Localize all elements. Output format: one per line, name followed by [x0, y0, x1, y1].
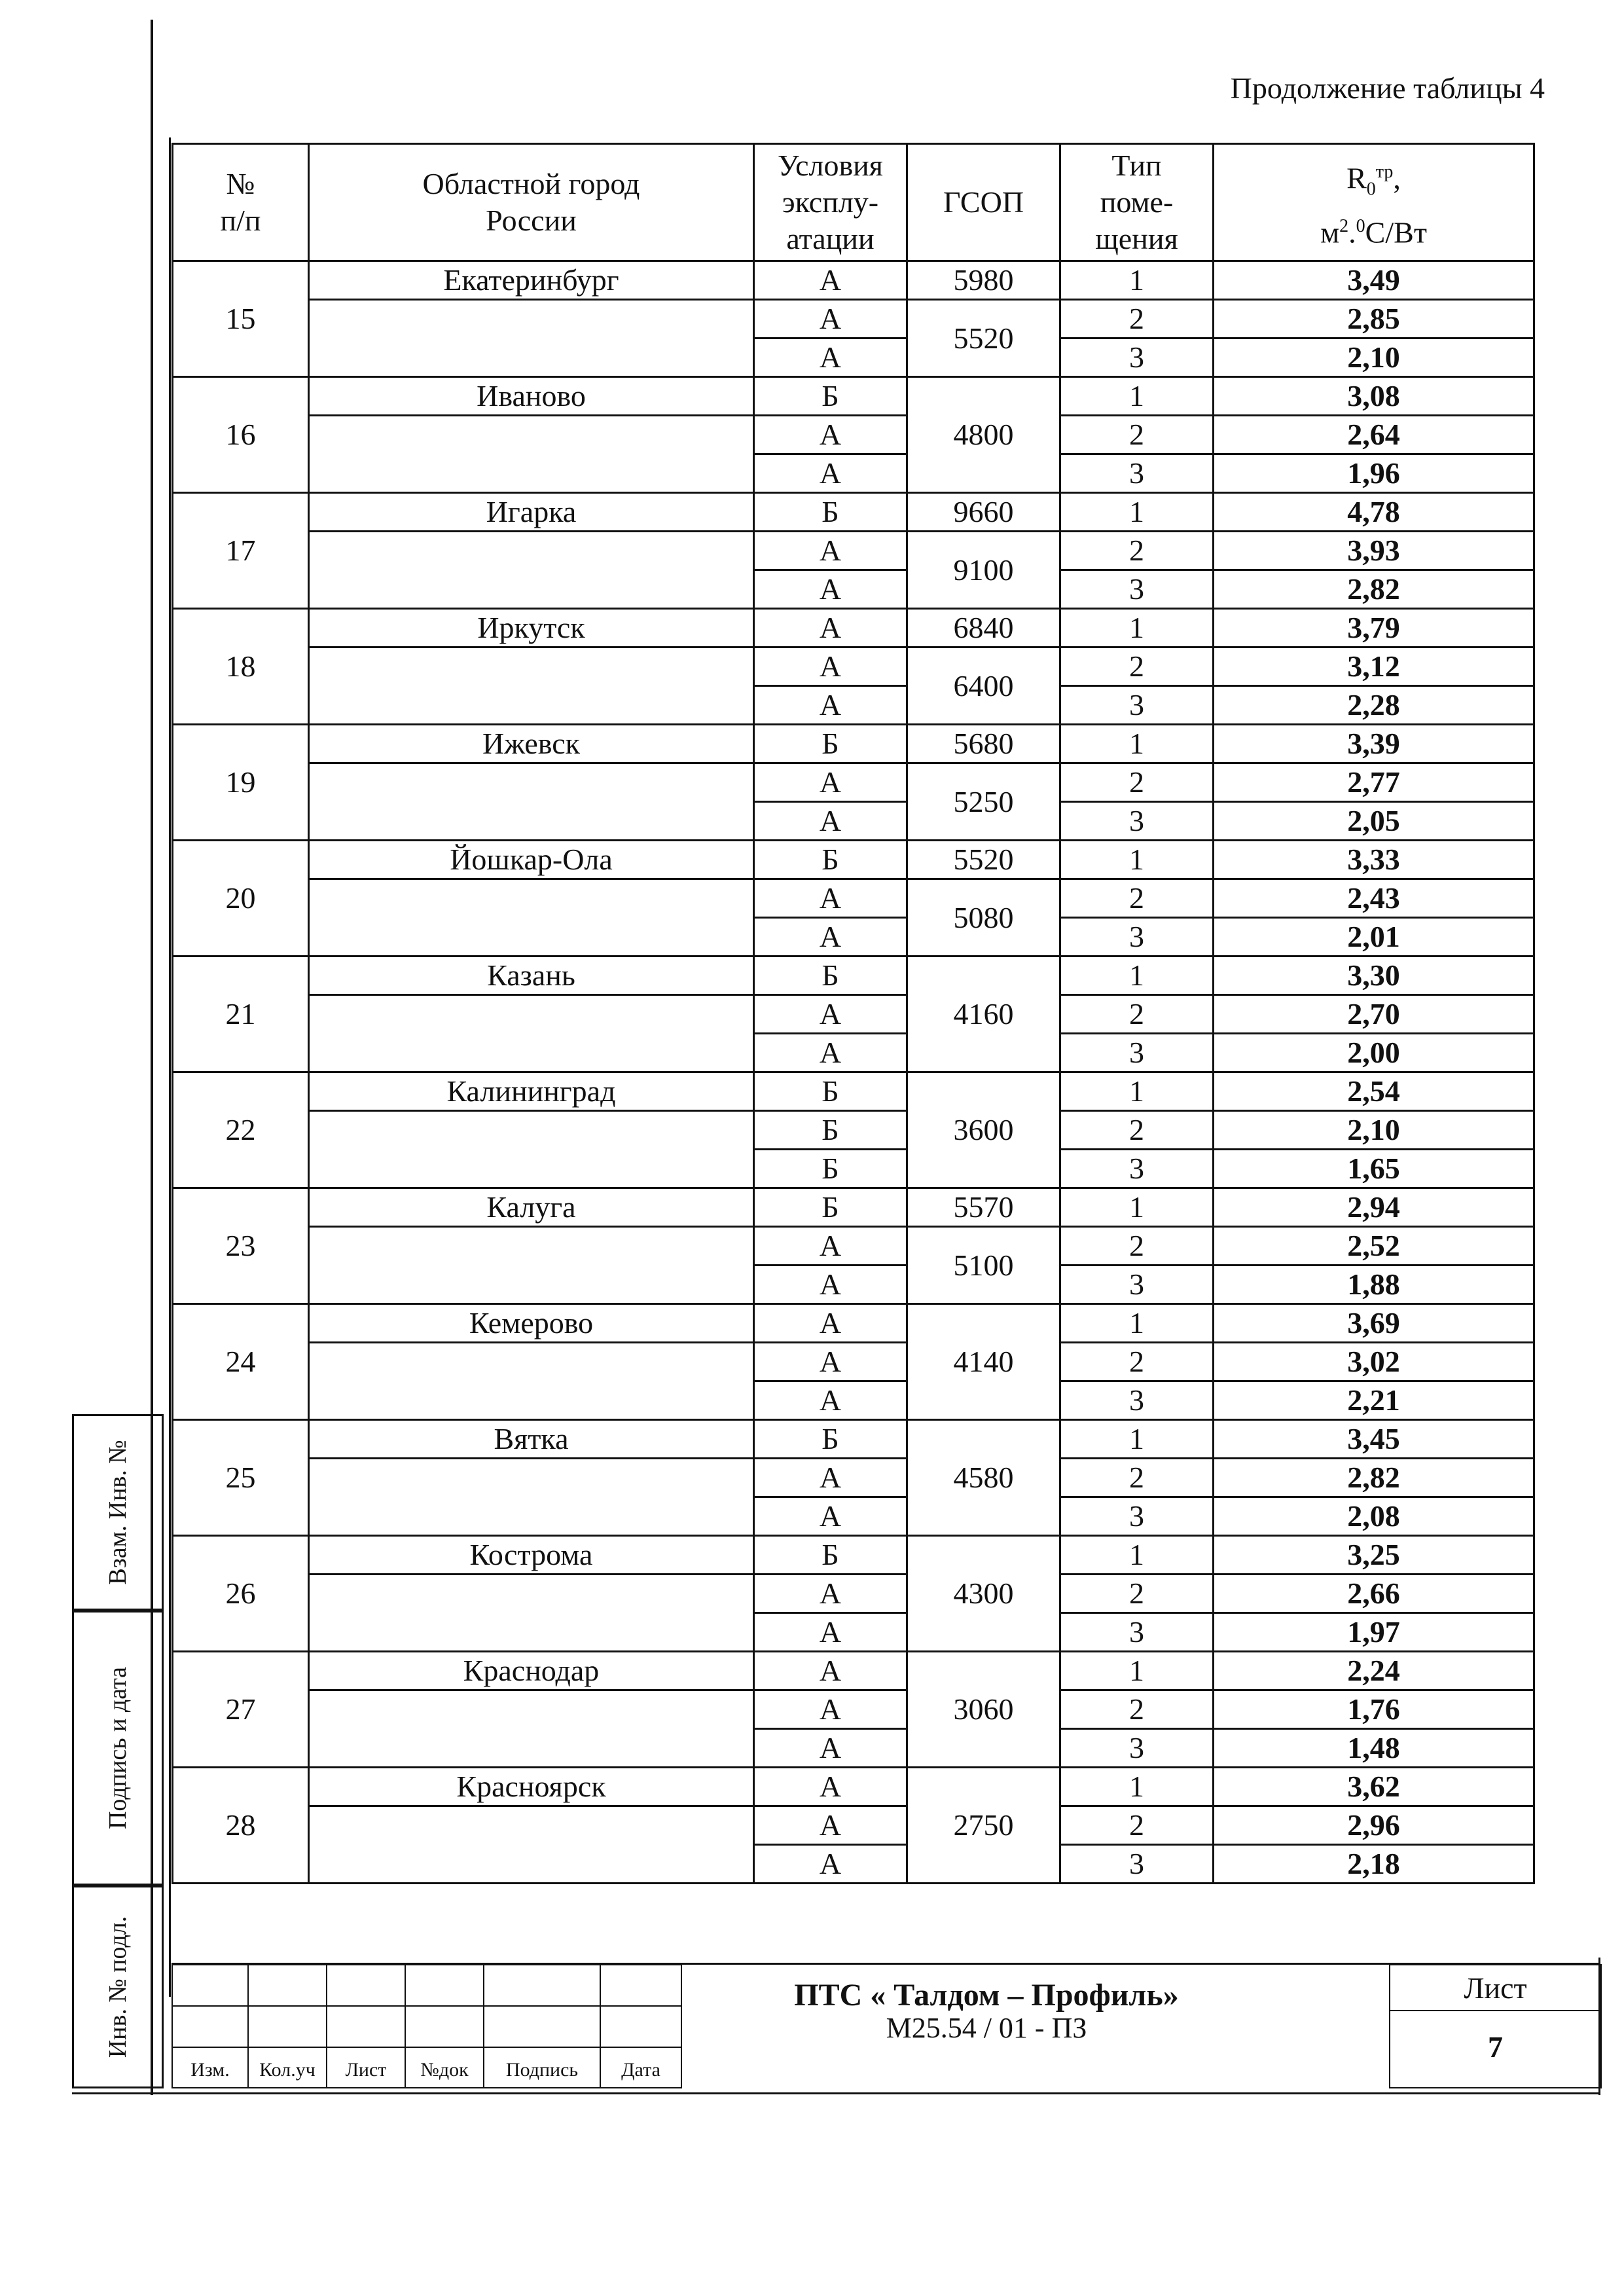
- conditions-cell: Б: [754, 1111, 907, 1150]
- city-blank: [309, 1227, 754, 1304]
- conditions-cell: Б: [754, 377, 907, 416]
- table-row: [173, 957, 1534, 995]
- city-blank: [309, 1575, 754, 1652]
- conditions-cell: Б: [754, 1150, 907, 1188]
- table-row: [173, 879, 1534, 918]
- gsop-cell: 5080: [907, 879, 1060, 957]
- table-row: [173, 377, 1534, 416]
- table-row: [173, 1420, 1534, 1459]
- r0-value-cell: 2,82: [1214, 570, 1534, 609]
- document-code: М25.54 / 01 - ПЗ: [886, 2012, 1087, 2044]
- room-type-cell: 3: [1060, 686, 1214, 725]
- r0-value-cell: 2,18: [1214, 1845, 1534, 1884]
- r0-value-cell: 2,08: [1214, 1497, 1534, 1536]
- title-block: [171, 1964, 1602, 2088]
- table-row: [173, 1690, 1534, 1729]
- row-number: 27: [173, 1652, 309, 1768]
- conditions-cell: А: [754, 1806, 907, 1845]
- r0-value-cell: 2,21: [1214, 1381, 1534, 1420]
- conditions-cell: А: [754, 802, 907, 841]
- conditions-cell: Б: [754, 1420, 907, 1459]
- conditions-cell: А: [754, 300, 907, 338]
- room-type-cell: 1: [1060, 1188, 1214, 1227]
- sheet-number: 7: [1488, 2030, 1503, 2064]
- conditions-cell: А: [754, 1690, 907, 1729]
- room-type-cell: 2: [1060, 1806, 1214, 1845]
- table-row: [173, 763, 1534, 802]
- r0-value-cell: 2,43: [1214, 879, 1534, 918]
- table-row: [173, 1304, 1534, 1343]
- r0-value-cell: 3,39: [1214, 725, 1534, 763]
- gsop-cell: 3600: [907, 1072, 1060, 1188]
- conditions-cell: А: [754, 995, 907, 1034]
- conditions-cell: А: [754, 609, 907, 647]
- col-kolych: Кол.уч: [259, 2059, 316, 2081]
- col-data: Дата: [621, 2059, 660, 2081]
- row-number: 15: [173, 261, 309, 377]
- table-row: [173, 1072, 1534, 1111]
- city-blank: [309, 879, 754, 957]
- room-type-cell: 2: [1060, 416, 1214, 454]
- conditions-cell: А: [754, 1729, 907, 1768]
- room-type-cell: 2: [1060, 532, 1214, 570]
- city-name: Иркутск: [309, 609, 754, 647]
- conditions-cell: А: [754, 454, 907, 493]
- gsop-cell: 5570: [907, 1188, 1060, 1227]
- conditions-cell: А: [754, 1613, 907, 1652]
- table-row: [173, 532, 1534, 570]
- row-number: 26: [173, 1536, 309, 1652]
- room-type-cell: 1: [1060, 1652, 1214, 1690]
- r0-value-cell: 2,01: [1214, 918, 1534, 957]
- room-type-cell: 3: [1060, 570, 1214, 609]
- conditions-cell: А: [754, 1575, 907, 1613]
- room-type-cell: 2: [1060, 1575, 1214, 1613]
- r0-value-cell: 4,78: [1214, 493, 1534, 532]
- conditions-cell: Б: [754, 841, 907, 879]
- gsop-cell: 6400: [907, 647, 1060, 725]
- room-type-cell: 1: [1060, 1304, 1214, 1343]
- row-number: 23: [173, 1188, 309, 1304]
- r0-value-cell: 1,76: [1214, 1690, 1534, 1729]
- room-type-cell: 2: [1060, 763, 1214, 802]
- col-ndok: №док: [420, 2059, 469, 2081]
- side-stamp: [72, 1414, 164, 2088]
- city-name: Екатеринбург: [309, 261, 754, 300]
- r0-value-cell: 1,65: [1214, 1150, 1534, 1188]
- row-number: 25: [173, 1420, 309, 1536]
- document-title: ПТС « Талдом – Профиль»: [794, 1978, 1179, 2013]
- city-name: Ижевск: [309, 725, 754, 763]
- city-name: Игарка: [309, 493, 754, 532]
- room-type-cell: 3: [1060, 1150, 1214, 1188]
- room-type-cell: 2: [1060, 1111, 1214, 1150]
- city-blank: [309, 1459, 754, 1536]
- room-type-cell: 2: [1060, 647, 1214, 686]
- side-stamp-vzam: Взам. Инв. №: [72, 1414, 164, 1611]
- table-row: [173, 1806, 1534, 1845]
- conditions-cell: Б: [754, 1188, 907, 1227]
- gsop-cell: 6840: [907, 609, 1060, 647]
- gsop-cell: 4800: [907, 377, 1060, 493]
- r0-value-cell: 2,05: [1214, 802, 1534, 841]
- room-type-cell: 3: [1060, 454, 1214, 493]
- row-number: 24: [173, 1304, 309, 1420]
- gsop-cell: 2750: [907, 1768, 1060, 1884]
- r0-value-cell: 3,33: [1214, 841, 1534, 879]
- r0-value-cell: 2,66: [1214, 1575, 1534, 1613]
- table-row: [173, 261, 1534, 300]
- header-gsop: ГСОП: [907, 144, 1060, 261]
- side-stamp-inv: Инв. № подл.: [72, 1886, 164, 2088]
- city-blank: [309, 763, 754, 841]
- sheet-label: Лист: [1464, 1971, 1527, 2005]
- table-row: [173, 1575, 1534, 1613]
- conditions-cell: Б: [754, 493, 907, 532]
- room-type-cell: 1: [1060, 957, 1214, 995]
- row-number: 16: [173, 377, 309, 493]
- room-type-cell: 1: [1060, 377, 1214, 416]
- conditions-cell: А: [754, 1381, 907, 1420]
- room-type-cell: 1: [1060, 1420, 1214, 1459]
- gsop-cell: 4160: [907, 957, 1060, 1072]
- r0-value-cell: 2,54: [1214, 1072, 1534, 1111]
- conditions-cell: А: [754, 1034, 907, 1072]
- conditions-cell: А: [754, 918, 907, 957]
- col-izm: Изм.: [190, 2059, 230, 2081]
- table-row: [173, 300, 1534, 338]
- room-type-cell: 1: [1060, 261, 1214, 300]
- table-row: [173, 1111, 1534, 1150]
- conditions-cell: А: [754, 686, 907, 725]
- r0-value-cell: 2,96: [1214, 1806, 1534, 1845]
- gsop-cell: 5520: [907, 300, 1060, 377]
- table-row: [173, 416, 1534, 454]
- room-type-cell: 2: [1060, 300, 1214, 338]
- gsop-cell: 4580: [907, 1420, 1060, 1536]
- city-blank: [309, 1806, 754, 1884]
- city-name: Кемерово: [309, 1304, 754, 1343]
- r0-value-cell: 3,12: [1214, 647, 1534, 686]
- header-conditions: Условия эксплу- атации: [754, 144, 907, 261]
- gsop-cell: 5100: [907, 1227, 1060, 1304]
- r0-value-cell: 2,52: [1214, 1227, 1534, 1266]
- r0-value-cell: 2,00: [1214, 1034, 1534, 1072]
- conditions-cell: А: [754, 1343, 907, 1381]
- table-row: [173, 725, 1534, 763]
- city-name: Калуга: [309, 1188, 754, 1227]
- room-type-cell: 3: [1060, 1845, 1214, 1884]
- row-number: 22: [173, 1072, 309, 1188]
- conditions-cell: А: [754, 879, 907, 918]
- row-number: 19: [173, 725, 309, 841]
- table-row: [173, 1188, 1534, 1227]
- r0-value-cell: 3,08: [1214, 377, 1534, 416]
- table-row: [173, 1536, 1534, 1575]
- r0-value-cell: 2,10: [1214, 338, 1534, 377]
- header-r0: $R_0^{тр}$, $м^2.^0С/Вт$: [1214, 144, 1534, 261]
- city-blank: [309, 647, 754, 725]
- side-stamp-podpis: Подпись и дата: [72, 1611, 164, 1886]
- table-row: [173, 493, 1534, 532]
- conditions-cell: А: [754, 647, 907, 686]
- room-type-cell: 3: [1060, 1497, 1214, 1536]
- row-number: 17: [173, 493, 309, 609]
- row-number: 28: [173, 1768, 309, 1884]
- table-row: [173, 647, 1534, 686]
- r0-value-cell: 3,69: [1214, 1304, 1534, 1343]
- conditions-cell: А: [754, 338, 907, 377]
- room-type-cell: 2: [1060, 1343, 1214, 1381]
- city-name: Йошкар-Ола: [309, 841, 754, 879]
- data-table: [171, 143, 1535, 1884]
- conditions-cell: Б: [754, 1072, 907, 1111]
- r0-value-cell: 3,49: [1214, 261, 1534, 300]
- gsop-cell: 3060: [907, 1652, 1060, 1768]
- city-blank: [309, 416, 754, 493]
- room-type-cell: 3: [1060, 802, 1214, 841]
- r0-value-cell: 3,93: [1214, 532, 1534, 570]
- room-type-cell: 3: [1060, 918, 1214, 957]
- city-name: Краснодар: [309, 1652, 754, 1690]
- r0-value-cell: 3,25: [1214, 1536, 1534, 1575]
- r0-value-cell: 1,88: [1214, 1266, 1534, 1304]
- r0-value-cell: 2,85: [1214, 300, 1534, 338]
- room-type-cell: 2: [1060, 995, 1214, 1034]
- conditions-cell: А: [754, 1227, 907, 1266]
- city-blank: [309, 1690, 754, 1768]
- table-row: [173, 995, 1534, 1034]
- col-podpis: Подпись: [505, 2059, 579, 2081]
- header-room-type: Тип поме- щения: [1060, 144, 1214, 261]
- table-row: [173, 1768, 1534, 1806]
- conditions-cell: А: [754, 1266, 907, 1304]
- room-type-cell: 3: [1060, 338, 1214, 377]
- r0-value-cell: 1,96: [1214, 454, 1534, 493]
- city-name: Иваново: [309, 377, 754, 416]
- table-row: [173, 609, 1534, 647]
- gsop-cell: 4140: [907, 1304, 1060, 1420]
- room-type-cell: 1: [1060, 1536, 1214, 1575]
- gsop-cell: 4300: [907, 1536, 1060, 1652]
- conditions-cell: А: [754, 532, 907, 570]
- r0-value-cell: 2,77: [1214, 763, 1534, 802]
- conditions-cell: А: [754, 763, 907, 802]
- r0-value-cell: 2,82: [1214, 1459, 1534, 1497]
- room-type-cell: 2: [1060, 1227, 1214, 1266]
- row-number: 20: [173, 841, 309, 957]
- row-number: 21: [173, 957, 309, 1072]
- table-row: [173, 841, 1534, 879]
- conditions-cell: А: [754, 1459, 907, 1497]
- table-row: [173, 1343, 1534, 1381]
- table-row: [173, 1652, 1534, 1690]
- table-caption: Продолжение таблицы 4: [1230, 71, 1545, 105]
- city-blank: [309, 1343, 754, 1420]
- room-type-cell: 1: [1060, 1768, 1214, 1806]
- gsop-cell: 9660: [907, 493, 1060, 532]
- row-number: 18: [173, 609, 309, 725]
- conditions-cell: А: [754, 1845, 907, 1884]
- room-type-cell: 2: [1060, 1690, 1214, 1729]
- r0-value-cell: 3,45: [1214, 1420, 1534, 1459]
- city-blank: [309, 300, 754, 377]
- conditions-cell: Б: [754, 1536, 907, 1575]
- room-type-cell: 3: [1060, 1034, 1214, 1072]
- r0-value-cell: 2,94: [1214, 1188, 1534, 1227]
- table-row: [173, 1227, 1534, 1266]
- conditions-cell: А: [754, 261, 907, 300]
- conditions-cell: А: [754, 570, 907, 609]
- conditions-cell: А: [754, 1768, 907, 1806]
- gsop-cell: 5680: [907, 725, 1060, 763]
- r0-value-cell: 3,30: [1214, 957, 1534, 995]
- conditions-cell: А: [754, 416, 907, 454]
- conditions-cell: А: [754, 1652, 907, 1690]
- r0-value-cell: 2,70: [1214, 995, 1534, 1034]
- conditions-cell: Б: [754, 957, 907, 995]
- room-type-cell: 1: [1060, 609, 1214, 647]
- gsop-cell: 9100: [907, 532, 1060, 609]
- city-blank: [309, 1111, 754, 1188]
- room-type-cell: 1: [1060, 725, 1214, 763]
- col-list: Лист: [345, 2059, 387, 2081]
- gsop-cell: 5250: [907, 763, 1060, 841]
- city-name: Красноярск: [309, 1768, 754, 1806]
- gsop-cell: 5980: [907, 261, 1060, 300]
- city-name: Казань: [309, 957, 754, 995]
- gsop-cell: 5520: [907, 841, 1060, 879]
- r0-value-cell: 2,64: [1214, 416, 1534, 454]
- r0-value-cell: 1,48: [1214, 1729, 1534, 1768]
- room-type-cell: 3: [1060, 1266, 1214, 1304]
- conditions-cell: А: [754, 1497, 907, 1536]
- city-name: Кострома: [309, 1536, 754, 1575]
- conditions-cell: А: [754, 1304, 907, 1343]
- room-type-cell: 2: [1060, 1459, 1214, 1497]
- table-row: [173, 1459, 1534, 1497]
- r0-value-cell: 2,24: [1214, 1652, 1534, 1690]
- r0-value-cell: 1,97: [1214, 1613, 1534, 1652]
- table-header-row: [173, 144, 1534, 261]
- r0-value-cell: 3,02: [1214, 1343, 1534, 1381]
- r0-value-cell: 3,79: [1214, 609, 1534, 647]
- city-blank: [309, 995, 754, 1072]
- room-type-cell: 1: [1060, 841, 1214, 879]
- bottom-frame-line: [72, 2092, 1600, 2094]
- room-type-cell: 3: [1060, 1729, 1214, 1768]
- room-type-cell: 3: [1060, 1613, 1214, 1652]
- r0-value-cell: 3,62: [1214, 1768, 1534, 1806]
- city-blank: [309, 532, 754, 609]
- room-type-cell: 2: [1060, 879, 1214, 918]
- header-num: № п/п: [173, 144, 309, 261]
- header-city: Областной город России: [309, 144, 754, 261]
- conditions-cell: Б: [754, 725, 907, 763]
- table-frame-line: [169, 137, 171, 1997]
- room-type-cell: 1: [1060, 1072, 1214, 1111]
- city-name: Вятка: [309, 1420, 754, 1459]
- r0-value-cell: 2,10: [1214, 1111, 1534, 1150]
- room-type-cell: 3: [1060, 1381, 1214, 1420]
- r0-value-cell: 2,28: [1214, 686, 1534, 725]
- city-name: Калининград: [309, 1072, 754, 1111]
- room-type-cell: 1: [1060, 493, 1214, 532]
